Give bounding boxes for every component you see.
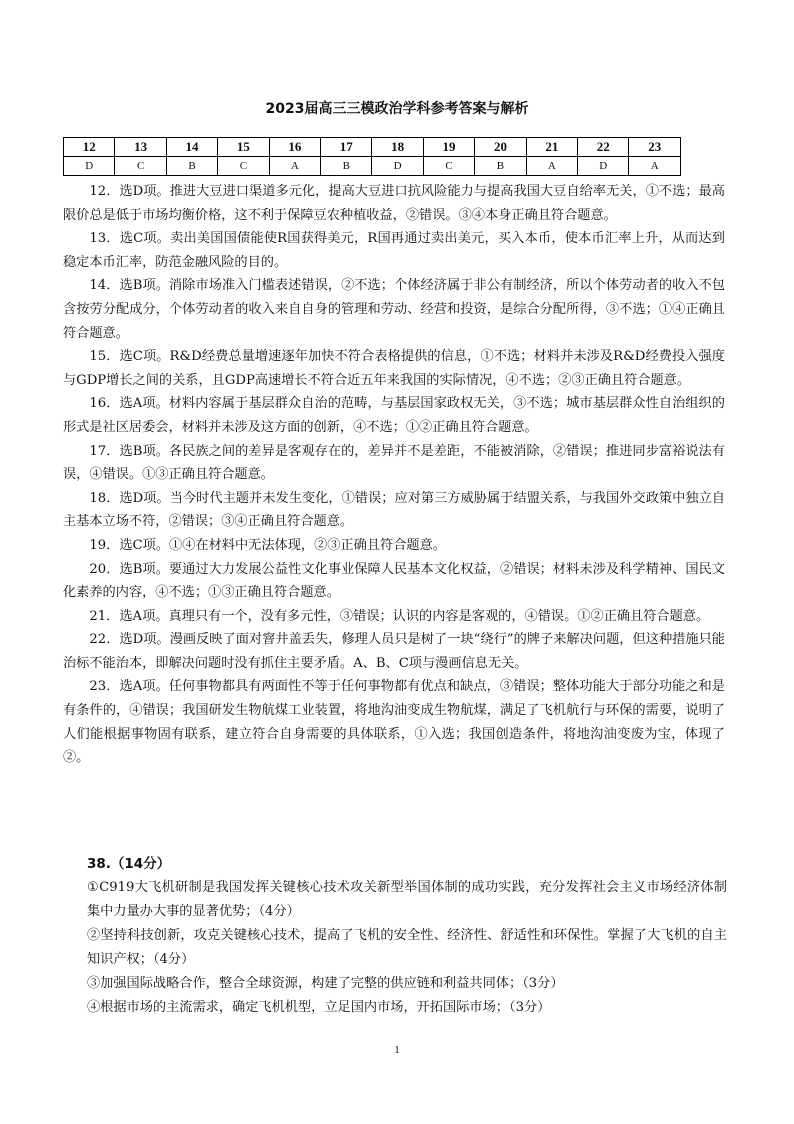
question-number-cell: 18 xyxy=(372,138,423,157)
section-38-point: ①C919大飞机研制是我国发挥关键核心技术攻关新型举国体制的成功实践，充分发挥社会主义市场经济体制集中力量办大事的显著优势；（4分） xyxy=(87,880,727,919)
explanation-paragraph: 14．选B项。消除市场准入门槛表述错误，②不选；个体经济属于非公有制经济，所以个体劳动者的收入不包含按劳分配成分，个体劳动者的收入来自自身的管理和劳动、经营和投资，是综合分配所得，③不选；①④正确且符合题意。 xyxy=(63,278,725,341)
section-38-heading: 38.（14分） xyxy=(87,856,171,872)
page-number: 1 xyxy=(394,1044,400,1056)
explanation-paragraph: 16．选A项。材料内容属于基层群众自治的范畴，与基层国家政权无关，③不选；城市基层群众性自治组织的形式是社区居委会，材料并未涉及这方面的创新，④不选；①②正确且符合题意。 xyxy=(63,396,725,435)
explanation-paragraph: 19．选C项。①④在材料中无法体现，②③正确且符合题意。 xyxy=(89,537,446,553)
question-number-cell: 19 xyxy=(423,138,474,157)
answer-table xyxy=(63,137,681,176)
answer-cell: C xyxy=(115,157,166,176)
answer-cell: A xyxy=(269,157,320,176)
question-number-cell: 13 xyxy=(115,138,166,157)
explanation-paragraph: 13．选C项。卖出美国国债能使R国获得美元，R国再通过卖出美元，买入本币，使本币汇率上升，从而达到稳定本币汇率，防范金融风险的目的。 xyxy=(63,231,725,270)
answer-cell: B xyxy=(166,157,217,176)
question-number-cell: 17 xyxy=(321,138,372,157)
question-number-cell: 20 xyxy=(475,138,526,157)
answer-cell: C xyxy=(423,157,474,176)
answer-cell: A xyxy=(629,157,681,176)
question-number-cell: 12 xyxy=(64,138,115,157)
answer-cell: D xyxy=(64,157,115,176)
section-38-point: ④根据市场的主流需求，确定飞机机型，立足国内市场，开拓国际市场；（3分） xyxy=(87,1000,551,1015)
explanation-paragraph: 22．选D项。漫画反映了面对窨井盖丢失，修理人员只是树了一块“绕行”的牌子来解决问题，但这种措施只能治标不能治本，即解决问题时没有抓住主要矛盾。A、B、C项与漫画信息无关。 xyxy=(63,632,725,671)
answer-cell: A xyxy=(526,157,577,176)
section-38-point: ②坚持科技创新，攻克关键核心技术，提高了飞机的安全性、经济性、舒适性和环保性。掌握了大飞机的自主知识产权；（4分） xyxy=(87,928,727,967)
question-number-cell: 22 xyxy=(578,138,629,157)
question-number-cell: 14 xyxy=(166,138,217,157)
answer-cell: C xyxy=(218,157,269,176)
explanation-paragraph: 17．选B项。各民族之间的差异是客观存在的，差异并不是差距，不能被消除，②错误；推进同步富裕说法有误，④错误。①③正确且符合题意。 xyxy=(63,443,725,483)
explanation-paragraph: 21．选A项。真理只有一个，没有多元性，③错误；认识的内容是客观的，④错误。①②正确且符合题意。 xyxy=(89,608,710,624)
answer-cell: D xyxy=(578,157,629,176)
answer-cell: D xyxy=(372,157,423,176)
explanation-paragraph: 15．选C项。R&D经费总量增速逐年加快不符合表格提供的信息，①不选；材料并未涉及R&D经费投入强度与GDP增长之间的关系，且GDP高速增长不符合近五年来我国的实际情况，④不选；②③正确且符合题意。 xyxy=(63,349,725,388)
question-number-cell: 21 xyxy=(526,138,577,157)
explanation-paragraph: 12．选D项。推进大豆进口渠道多元化，提高大豆进口抗风险能力与提高我国大豆自给率无关，①不选；最高限价总是低于市场均衡价格，这不利于保障豆农种植收益，②错误。③④本身正确且符合题意。 xyxy=(63,184,725,223)
section-38-point: ③加强国际战略合作，整合全球资源，构建了完整的供应链和利益共同体；（3分） xyxy=(87,976,564,991)
explanations xyxy=(63,180,725,770)
answer-cell: B xyxy=(475,157,526,176)
question-number-cell: 23 xyxy=(629,138,681,157)
answer-table-number-row xyxy=(64,138,681,157)
section-38-points xyxy=(87,876,727,1020)
answer-table-answer-row xyxy=(64,157,681,176)
question-number-cell: 15 xyxy=(218,138,269,157)
question-number-cell: 16 xyxy=(269,138,320,157)
document-title: 2023届高三三模政治学科参考答案与解析 xyxy=(265,101,529,117)
answer-cell: B xyxy=(321,157,372,176)
explanation-paragraph: 20．选B项。要通过大力发展公益性文化事业保障人民基本文化权益，②错误；材料未涉及科学精神、国民文化素养的内容，④不选；①③正确且符合题意。 xyxy=(63,561,725,601)
explanation-paragraph: 23．选A项。任何事物都具有两面性不等于任何事物都有优点和缺点，③错误；整体功能大于部分功能之和是有条件的，④错误；我国研发生物航煤工业装置，将地沟油变成生物航煤，满足了飞机航行与环保的需要，说明了人们能根据事物固有联系，建立符合自身需要的具体联系，①入选；我国创造条件，将地沟油变废为宝，体现了②。 xyxy=(63,679,725,766)
explanation-paragraph: 18．选D项。当今时代主题并未发生变化，①错误；应对第三方威胁属于结盟关系，与我国外交政策中独立自主基本立场不符，②错误；③④正确且符合题意。 xyxy=(63,490,725,530)
